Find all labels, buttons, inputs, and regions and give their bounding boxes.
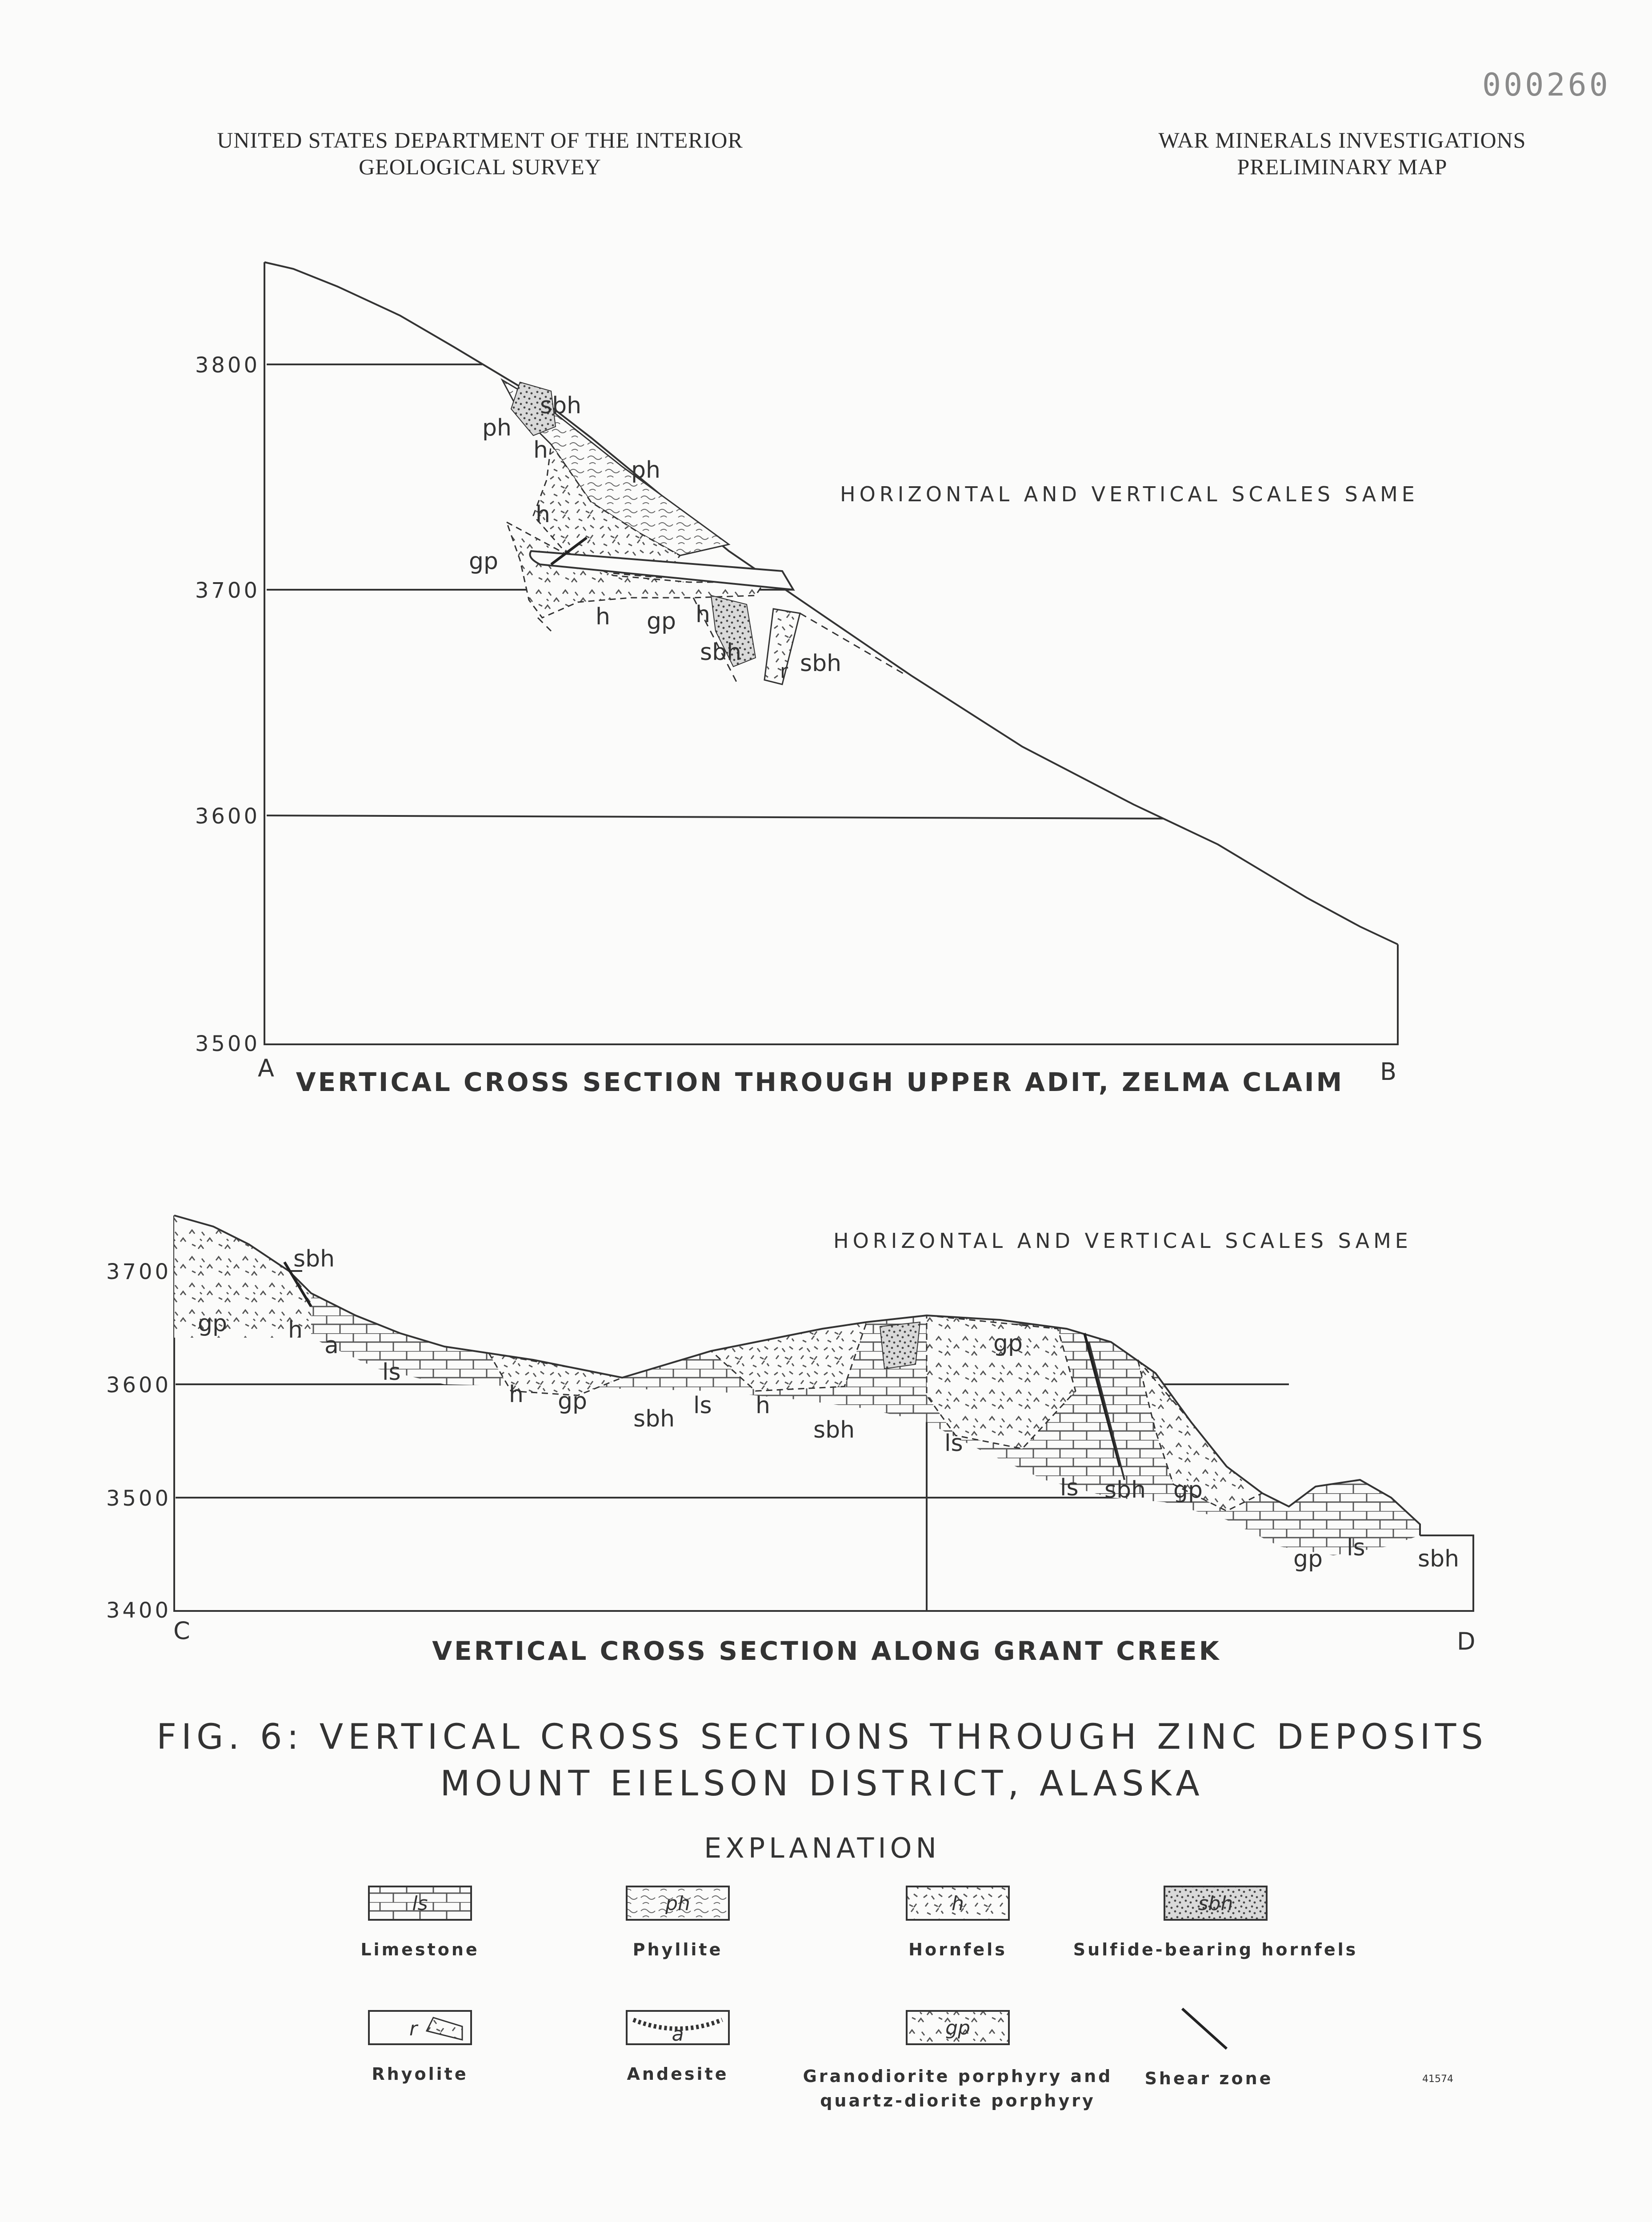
- legend-rhyolite-label: Rhyolite: [372, 2064, 468, 2084]
- legend-shear-zone-label: Shear zone: [1144, 2069, 1273, 2088]
- section-cd-label-ls: ls: [382, 1359, 401, 1386]
- section-ab-elev-3600: 3600: [195, 804, 260, 829]
- legend-phyllite-symbol: ph: [665, 1892, 690, 1915]
- section-ab-label-h-2: h: [536, 501, 550, 528]
- plate-code: 41574: [1422, 2074, 1453, 2085]
- section-ab: [195, 262, 1419, 1097]
- section-ab-elev-3800: 3800: [195, 353, 260, 378]
- legend-andesite-label: Andesite: [627, 2064, 729, 2084]
- section-cd-start-label: C: [173, 1617, 190, 1645]
- header-agency-line1: UNITED STATES DEPARTMENT OF THE INTERIOR: [217, 128, 743, 152]
- legend-andesite-symbol: a: [672, 2023, 684, 2046]
- section-cd-title: VERTICAL CROSS SECTION ALONG GRANT CREEK: [432, 1636, 1221, 1666]
- legend-phyllite: [627, 1886, 729, 1959]
- section-ab-label-gp-2: gp: [647, 608, 676, 635]
- legend-sulfide-hornfels-label: Sulfide-bearing hornfels: [1073, 1940, 1358, 1959]
- section-cd-label-h-2: h: [509, 1381, 524, 1408]
- legend-limestone: [360, 1886, 479, 1959]
- section-ab-label-gp: gp: [469, 548, 499, 575]
- sheet-number: 000260: [1482, 67, 1611, 103]
- section-cd-label-sbh-5: sbh: [1418, 1546, 1460, 1572]
- figure-caption-line2: MOUNT EIELSON DISTRICT, ALASKA: [440, 1764, 1204, 1804]
- section-cd-label-ls-2: ls: [693, 1392, 712, 1419]
- section-cd-label-gp-5: gp: [1293, 1546, 1323, 1572]
- section-cd-elev-3500: 3500: [106, 1486, 171, 1511]
- section-cd-label-ls-3: ls: [944, 1430, 963, 1457]
- section-ab-label-h-3: h: [596, 603, 610, 630]
- section-cd-sulfide-zone: [880, 1322, 920, 1369]
- section-cd-label-ls-5: ls: [1347, 1535, 1365, 1561]
- section-cd-elev-3600: 3600: [106, 1373, 171, 1398]
- section-cd-label-a: a: [324, 1332, 339, 1359]
- legend-phyllite-label: Phyllite: [632, 1940, 723, 1959]
- legend-shear-zone: [1145, 2009, 1273, 2088]
- legend-hornfels-label: Hornfels: [908, 1940, 1007, 1959]
- section-ab-label-sbh-2: sbh: [700, 639, 742, 666]
- section-cd-label-gp-3: gp: [993, 1330, 1023, 1357]
- legend-shear-zone-line: [1182, 2009, 1227, 2049]
- section-ab-label-r: r: [780, 660, 788, 683]
- legend-porphyry-symbol: gp: [945, 2017, 970, 2039]
- header-agency-line2: GEOLOGICAL SURVEY: [359, 154, 601, 179]
- header-series-line2: PRELIMINARY MAP: [1237, 154, 1448, 179]
- section-cd-scale-note: HORIZONTAL AND VERTICAL SCALES SAME: [833, 1229, 1412, 1253]
- section-ab-end-label: B: [1380, 1058, 1397, 1086]
- legend-porphyry-label-1: Granodiorite porphyry and: [803, 2066, 1113, 2086]
- legend-sulfide-hornfels-symbol: sbh: [1198, 1892, 1233, 1915]
- section-ab-level-3600: [267, 815, 1164, 819]
- figure-caption-line1: FIG. 6: VERTICAL CROSS SECTIONS THROUGH ZINC DEPOSITS: [156, 1717, 1488, 1757]
- section-ab-scale-note: HORIZONTAL AND VERTICAL SCALES SAME: [840, 482, 1419, 506]
- section-ab-label-ph-2: ph: [631, 457, 660, 484]
- section-ab-start-label: A: [258, 1054, 274, 1082]
- section-cd-label-gp-4: gp: [1173, 1477, 1203, 1503]
- section-cd-label-sbh-4: sbh: [1104, 1477, 1146, 1503]
- legend-andesite: [627, 2011, 729, 2084]
- legend-rhyolite: [369, 2011, 471, 2084]
- section-ab-elev-3500: 3500: [195, 1031, 260, 1056]
- legend-porphyry: [803, 2011, 1113, 2110]
- section-cd-limestone-body: [311, 1293, 1420, 1555]
- section-cd-elev-3700: 3700: [106, 1259, 171, 1284]
- section-cd-label-sbh: sbh: [293, 1246, 335, 1272]
- section-cd-elev-3400: 3400: [106, 1598, 171, 1623]
- explanation-title: EXPLANATION: [704, 1832, 940, 1864]
- legend-hornfels-symbol: h: [952, 1892, 964, 1915]
- section-cd-label-gp: gp: [198, 1310, 228, 1337]
- section-ab-title: VERTICAL CROSS SECTION THROUGH UPPER ADIT, ZELMA CLAIM: [296, 1067, 1344, 1097]
- legend-limestone-symbol: ls: [412, 1892, 428, 1915]
- header-series-line1: WAR MINERALS INVESTIGATIONS: [1158, 128, 1526, 152]
- section-cd-label-sbh-2: sbh: [633, 1406, 675, 1432]
- legend-limestone-label: Limestone: [360, 1940, 480, 1959]
- section-ab-label-sbh: sbh: [540, 392, 582, 419]
- section-cd-axes: [174, 1215, 1473, 1611]
- legend-hornfels: [907, 1886, 1009, 1959]
- section-cd-label-h: h: [288, 1317, 303, 1343]
- section-cd-end-label: D: [1457, 1627, 1476, 1655]
- section-ab-label-h-4: h: [696, 601, 710, 628]
- legend-rhyolite-symbol: r: [409, 2018, 418, 2040]
- section-cd-label-h-3: h: [756, 1392, 770, 1419]
- section-cd-label-gp-2: gp: [558, 1388, 588, 1415]
- legend-sulfide-hornfels: [1073, 1886, 1358, 1959]
- section-cd: [106, 1215, 1476, 1666]
- section-ab-label-sbh-3: sbh: [800, 650, 842, 677]
- section-ab-label-ph: ph: [482, 415, 512, 441]
- section-ab-label-h: h: [533, 437, 548, 464]
- section-cd-frame: [174, 1215, 1473, 1611]
- legend-porphyry-label-2: quartz-diorite porphyry: [820, 2091, 1096, 2110]
- section-cd-label-ls-4: ls: [1060, 1475, 1079, 1501]
- section-ab-elev-3700: 3700: [195, 578, 260, 603]
- section-cd-label-sbh-3: sbh: [813, 1417, 855, 1443]
